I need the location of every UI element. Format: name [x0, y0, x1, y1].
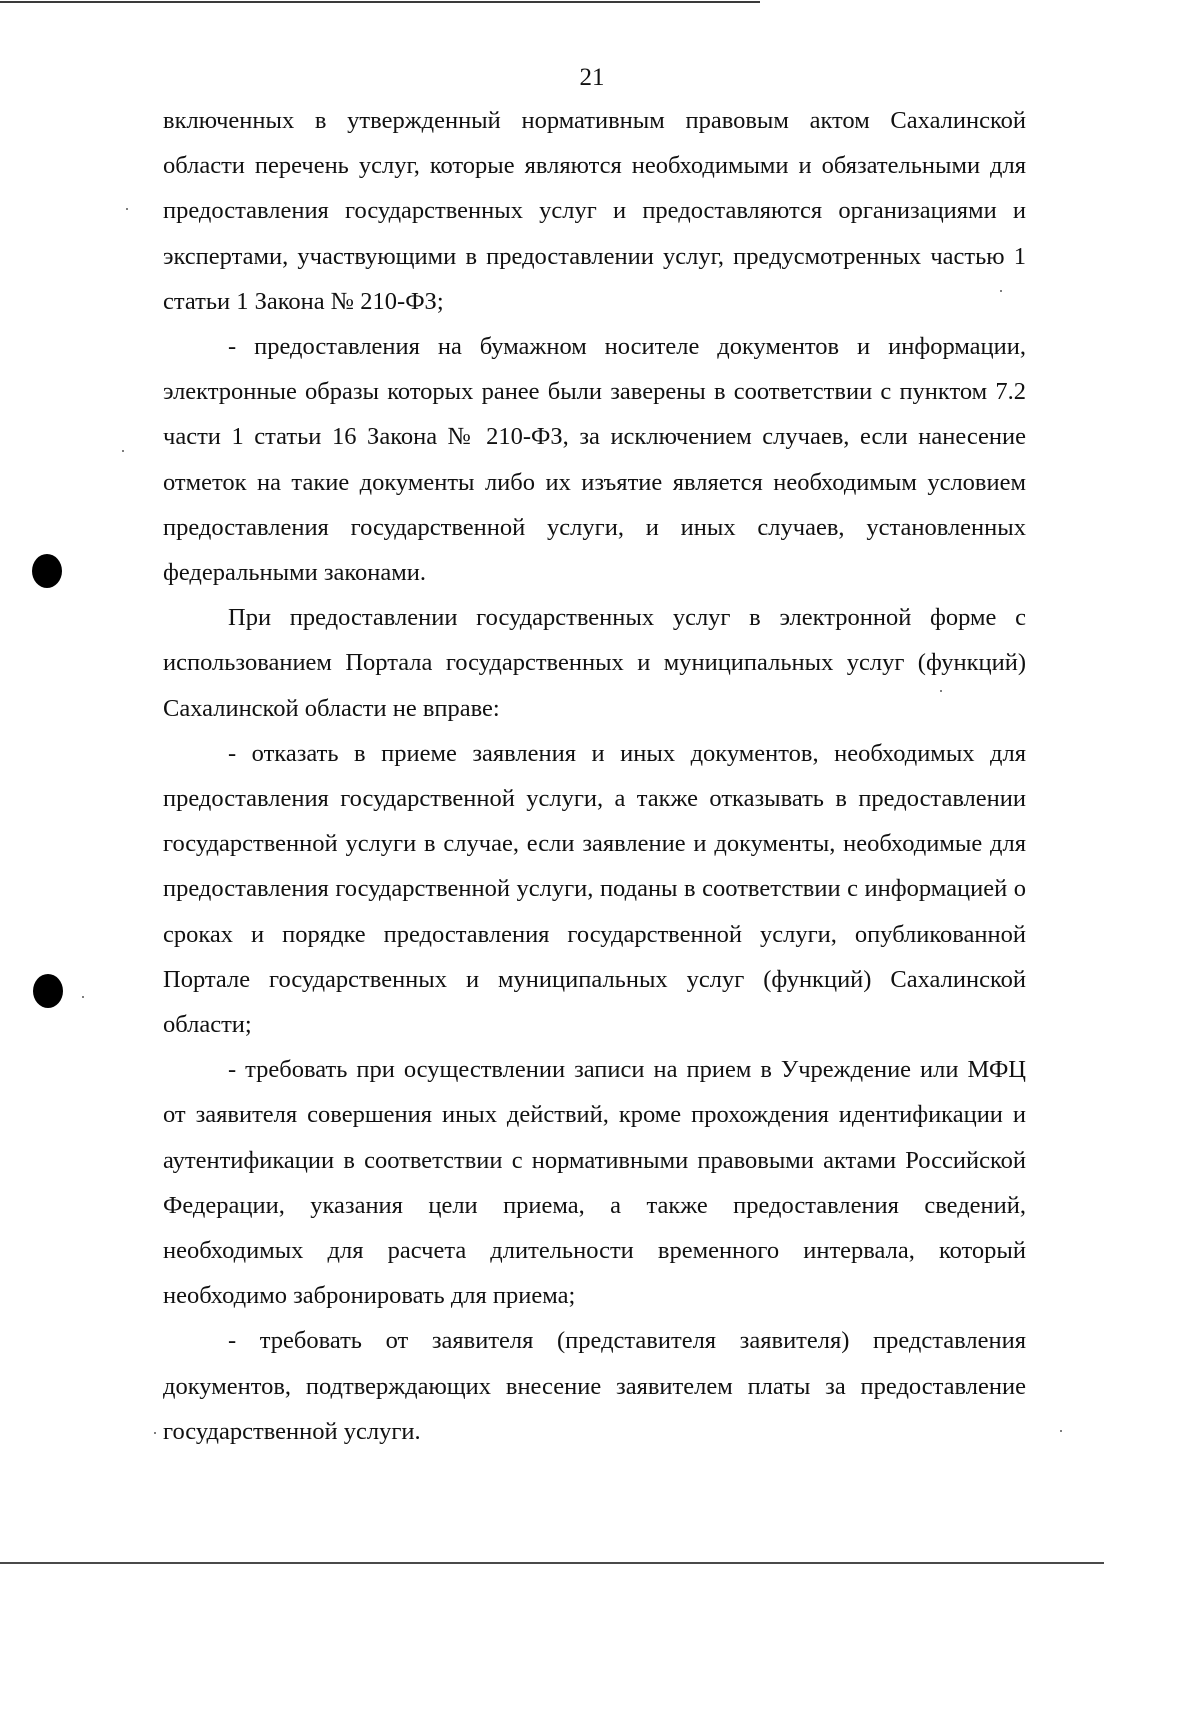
paragraph: При предоставлении государственных услуг в электронной форме с использованием Портала государственных и муниципальных услуг (функций) Сахалинской области не вправе:	[163, 604, 1026, 722]
scan-speck	[122, 450, 124, 452]
scan-edge-top	[0, 1, 760, 3]
paragraph: - требовать от заявителя (представителя заявителя) представления документов, подтверждающих внесение заявителем платы за предоставление государственной услуги.	[163, 1327, 1026, 1445]
scan-speck	[126, 208, 128, 210]
paragraph: - отказать в приеме заявления и иных документов, необходимых для предоставления государственной услуги, а также отказывать в предоставлении государственной услуги в случае, если заявление и документы, необходимые для предоставления государственной услуги, поданы в соответствии с информацией о сроках и порядке предоставления государственной услуги, опубликованной Портале государственных и муниципальных услуг (функций) Сахалинской области;	[163, 739, 1026, 1039]
scan-speck	[1060, 1430, 1062, 1432]
scan-edge-bottom	[0, 1562, 1104, 1564]
paragraph: - требовать при осуществлении записи на прием в Учреждение или МФЦ от заявителя совершения иных действий, кроме прохождения идентификации и аутентификации в соответствии с нормативными правовыми актами Российской Федерации, указания цели приема, а также предоставления сведений, необходимых для расчета длительности временного интервала, который необходимо забронировать для приема;	[163, 1056, 1026, 1310]
document-body	[163, 98, 1026, 1454]
scan-speck	[154, 1432, 156, 1434]
punch-hole-mark	[32, 554, 62, 588]
scan-speck	[82, 996, 84, 998]
paragraph: - предоставления на бумажном носителе документов и информации, электронные образы которых ранее были заверены в соответствии с пунктом 7.2 части 1 статьи 16 Закона № 210-ФЗ, за исключением случаев, если нанесение отметок на такие документы либо их изъятие является необходимым условием предоставления государственной услуги, и иных случаев, установленных федеральными законами.	[163, 333, 1026, 587]
paragraph: включенных в утвержденный нормативным правовым актом Сахалинской области перечень услуг, которые являются необходимыми и обязательными для предоставления государственных услуг и предоставляются организациями и экспертами, участвующими в предоставлении услуг, предусмотренных частью 1 статьи 1 Закона № 210-ФЗ;	[163, 107, 1026, 315]
punch-hole-mark	[33, 974, 63, 1008]
page-number: 21	[579, 64, 605, 91]
